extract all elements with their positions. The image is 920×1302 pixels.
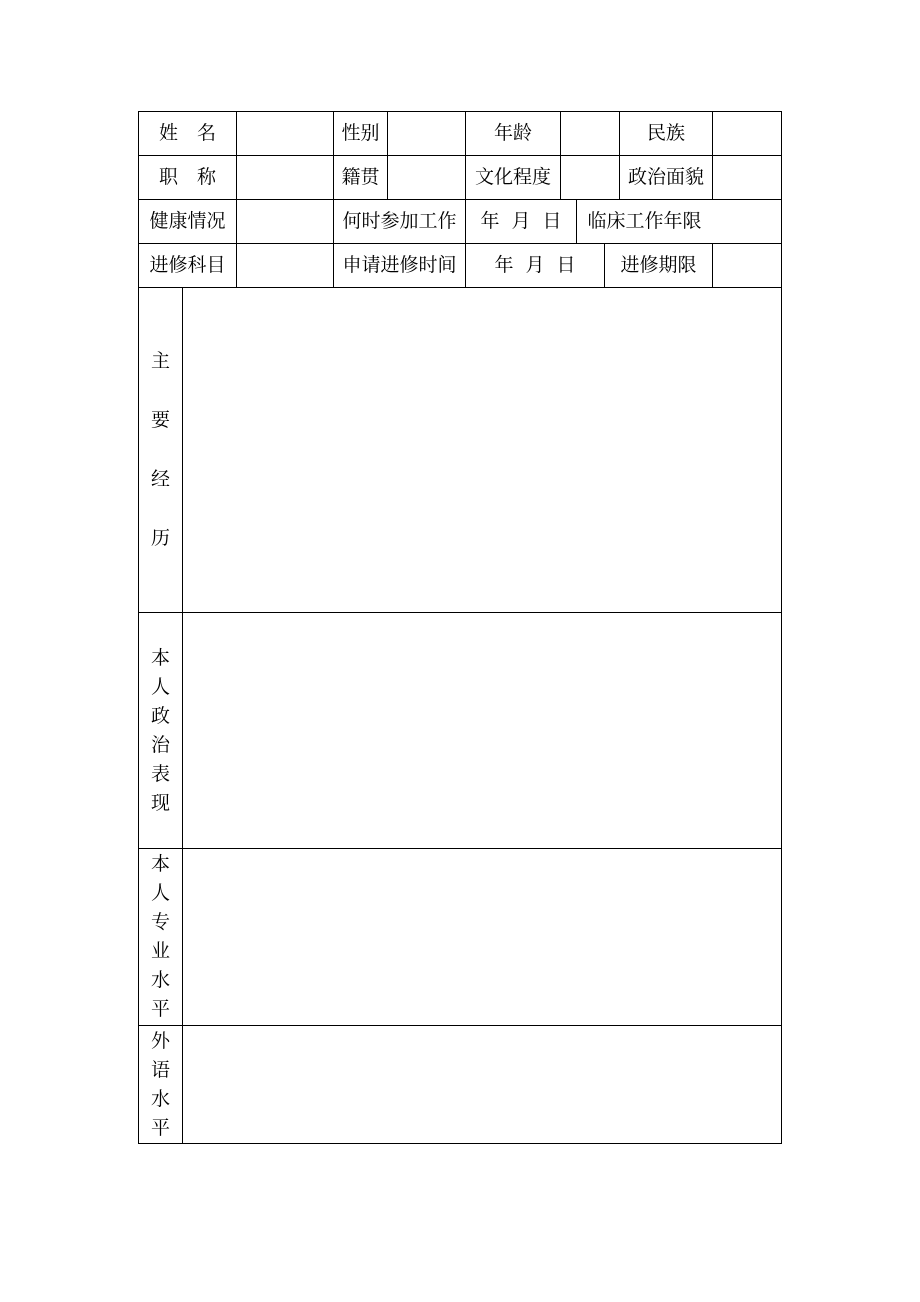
study-period-field[interactable]	[713, 244, 781, 287]
study-period-label: 进修期限	[620, 254, 697, 276]
gender-label: 性别	[341, 122, 380, 144]
title-label: 职 称	[158, 166, 216, 188]
experience-label-char: 经	[150, 468, 170, 490]
political-performance-label-char: 人	[150, 675, 170, 698]
professional-level-label-char: 平	[150, 998, 170, 1020]
foreign-language-label	[139, 1026, 182, 1143]
political-performance-label-char: 治	[150, 733, 170, 756]
title-field[interactable]	[237, 156, 333, 199]
political-performance-label-char: 表	[150, 762, 170, 785]
experience-field[interactable]	[183, 288, 781, 612]
experience-label	[139, 288, 182, 612]
professional-level-label-char: 人	[150, 882, 170, 904]
political-status-field[interactable]	[713, 156, 781, 199]
ethnicity-label: 民族	[646, 122, 685, 144]
political-performance-label-char: 政	[150, 704, 170, 727]
study-subject-field[interactable]	[237, 244, 333, 287]
apply-time-label: 申请进修时间	[342, 254, 457, 276]
professional-level-label-char: 专	[150, 911, 170, 933]
ethnicity-field[interactable]	[713, 112, 781, 155]
professional-level-label-char: 本	[150, 853, 170, 875]
political-performance-label	[139, 613, 182, 848]
foreign-language-label-char: 平	[150, 1116, 170, 1139]
professional-level-label-char: 水	[150, 969, 170, 991]
political-performance-label-char: 现	[150, 791, 170, 814]
clinical-years-label: 临床工作年限	[587, 210, 702, 232]
name-label: 姓 名	[158, 122, 216, 144]
gender-field[interactable]	[388, 112, 465, 155]
political-status-label: 政治面貌	[627, 166, 704, 188]
political-performance-label-char: 本	[150, 646, 170, 669]
education-field[interactable]	[561, 156, 619, 199]
work-start-date[interactable]: 年 月 日	[480, 210, 562, 232]
study-subject-label: 进修科目	[149, 254, 226, 276]
apply-date[interactable]: 年 月 日	[494, 254, 576, 276]
health-label: 健康情况	[149, 210, 226, 232]
age-label: 年龄	[493, 122, 532, 144]
work-start-label: 何时参加工作	[342, 210, 457, 232]
foreign-language-field[interactable]	[183, 1026, 781, 1143]
professional-level-label-char: 业	[150, 940, 170, 962]
name-field[interactable]	[237, 112, 333, 155]
native-place-field[interactable]	[388, 156, 465, 199]
political-performance-field[interactable]	[183, 613, 781, 848]
foreign-language-label-char: 水	[150, 1087, 170, 1110]
professional-level-field[interactable]	[183, 849, 781, 1025]
health-field[interactable]	[237, 200, 333, 243]
experience-label-char: 主	[150, 350, 170, 372]
native-place-label: 籍贯	[341, 166, 380, 188]
education-label: 文化程度	[474, 166, 551, 188]
professional-level-label	[139, 849, 182, 1025]
experience-label-char: 历	[150, 527, 170, 549]
age-field[interactable]	[561, 112, 619, 155]
foreign-language-label-char: 外	[150, 1029, 170, 1052]
clinical-years-field[interactable]	[713, 200, 781, 243]
experience-label-char: 要	[150, 409, 170, 431]
foreign-language-label-char: 语	[150, 1058, 170, 1081]
